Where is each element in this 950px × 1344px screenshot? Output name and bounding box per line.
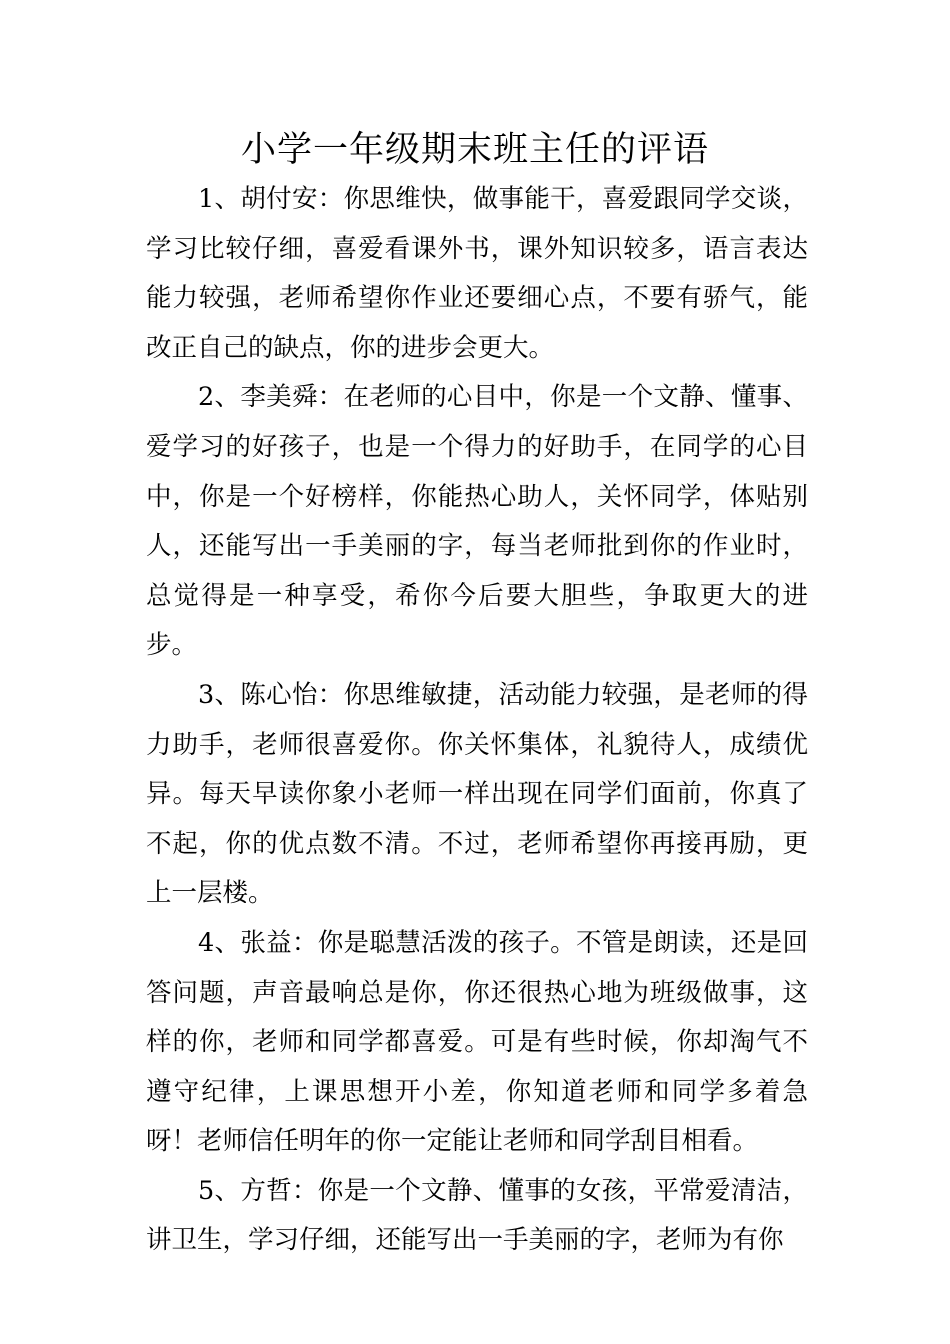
- paragraph-1: 1、胡付安：你思维快，做事能干，喜爱跟同学交谈，学习比较仔细，喜爱看课外书，课外知识较多，语言表达能力较强，老师希望你作业还要细心点，不要有骄气，能改正自己的缺点，你的进步会更大。: [146, 184, 808, 363]
- paragraph-2: 2、李美舜：在老师的心目中，你是一个文静、懂事、爱学习的好孩子，也是一个得力的好助手，在同学的心目中，你是一个好榜样，你能热心助人，关怀同学，体贴别人，还能写出一手美丽的字，每当老师批到你的作业时，总觉得是一种享受，希你今后要大胆些，争取更大的进步。: [146, 382, 808, 661]
- paragraph-3: 3、陈心怡：你思维敏捷，活动能力较强，是老师的得力助手，老师很喜爱你。你关怀集体，礼貌待人，成绩优异。每天早读你象小老师一样出现在同学们面前，你真了不起，你的优点数不清。不过，老师希望你再接再励，更上一层楼。: [146, 679, 808, 909]
- paragraph-5: 5、方哲：你是一个文静、懂事的女孩，平常爱清洁，讲卫生，学习仔细，还能写出一手美丽的字，老师为有你: [146, 1175, 808, 1256]
- document-body: [146, 175, 808, 1266]
- document-title: 小学一年级期末班主任的评语: [240, 130, 709, 170]
- paragraph-4: 4、张益：你是聪慧活泼的孩子。不管是朗读，还是回答问题，声音最响总是你，你还很热心地为班级做事，这样的你，老师和同学都喜爱。可是有些时候，你却淘气不遵守纪律，上课思想开小差，你知道老师和同学多着急呀！老师信任明年的你一定能让老师和同学刮目相看。: [146, 927, 808, 1157]
